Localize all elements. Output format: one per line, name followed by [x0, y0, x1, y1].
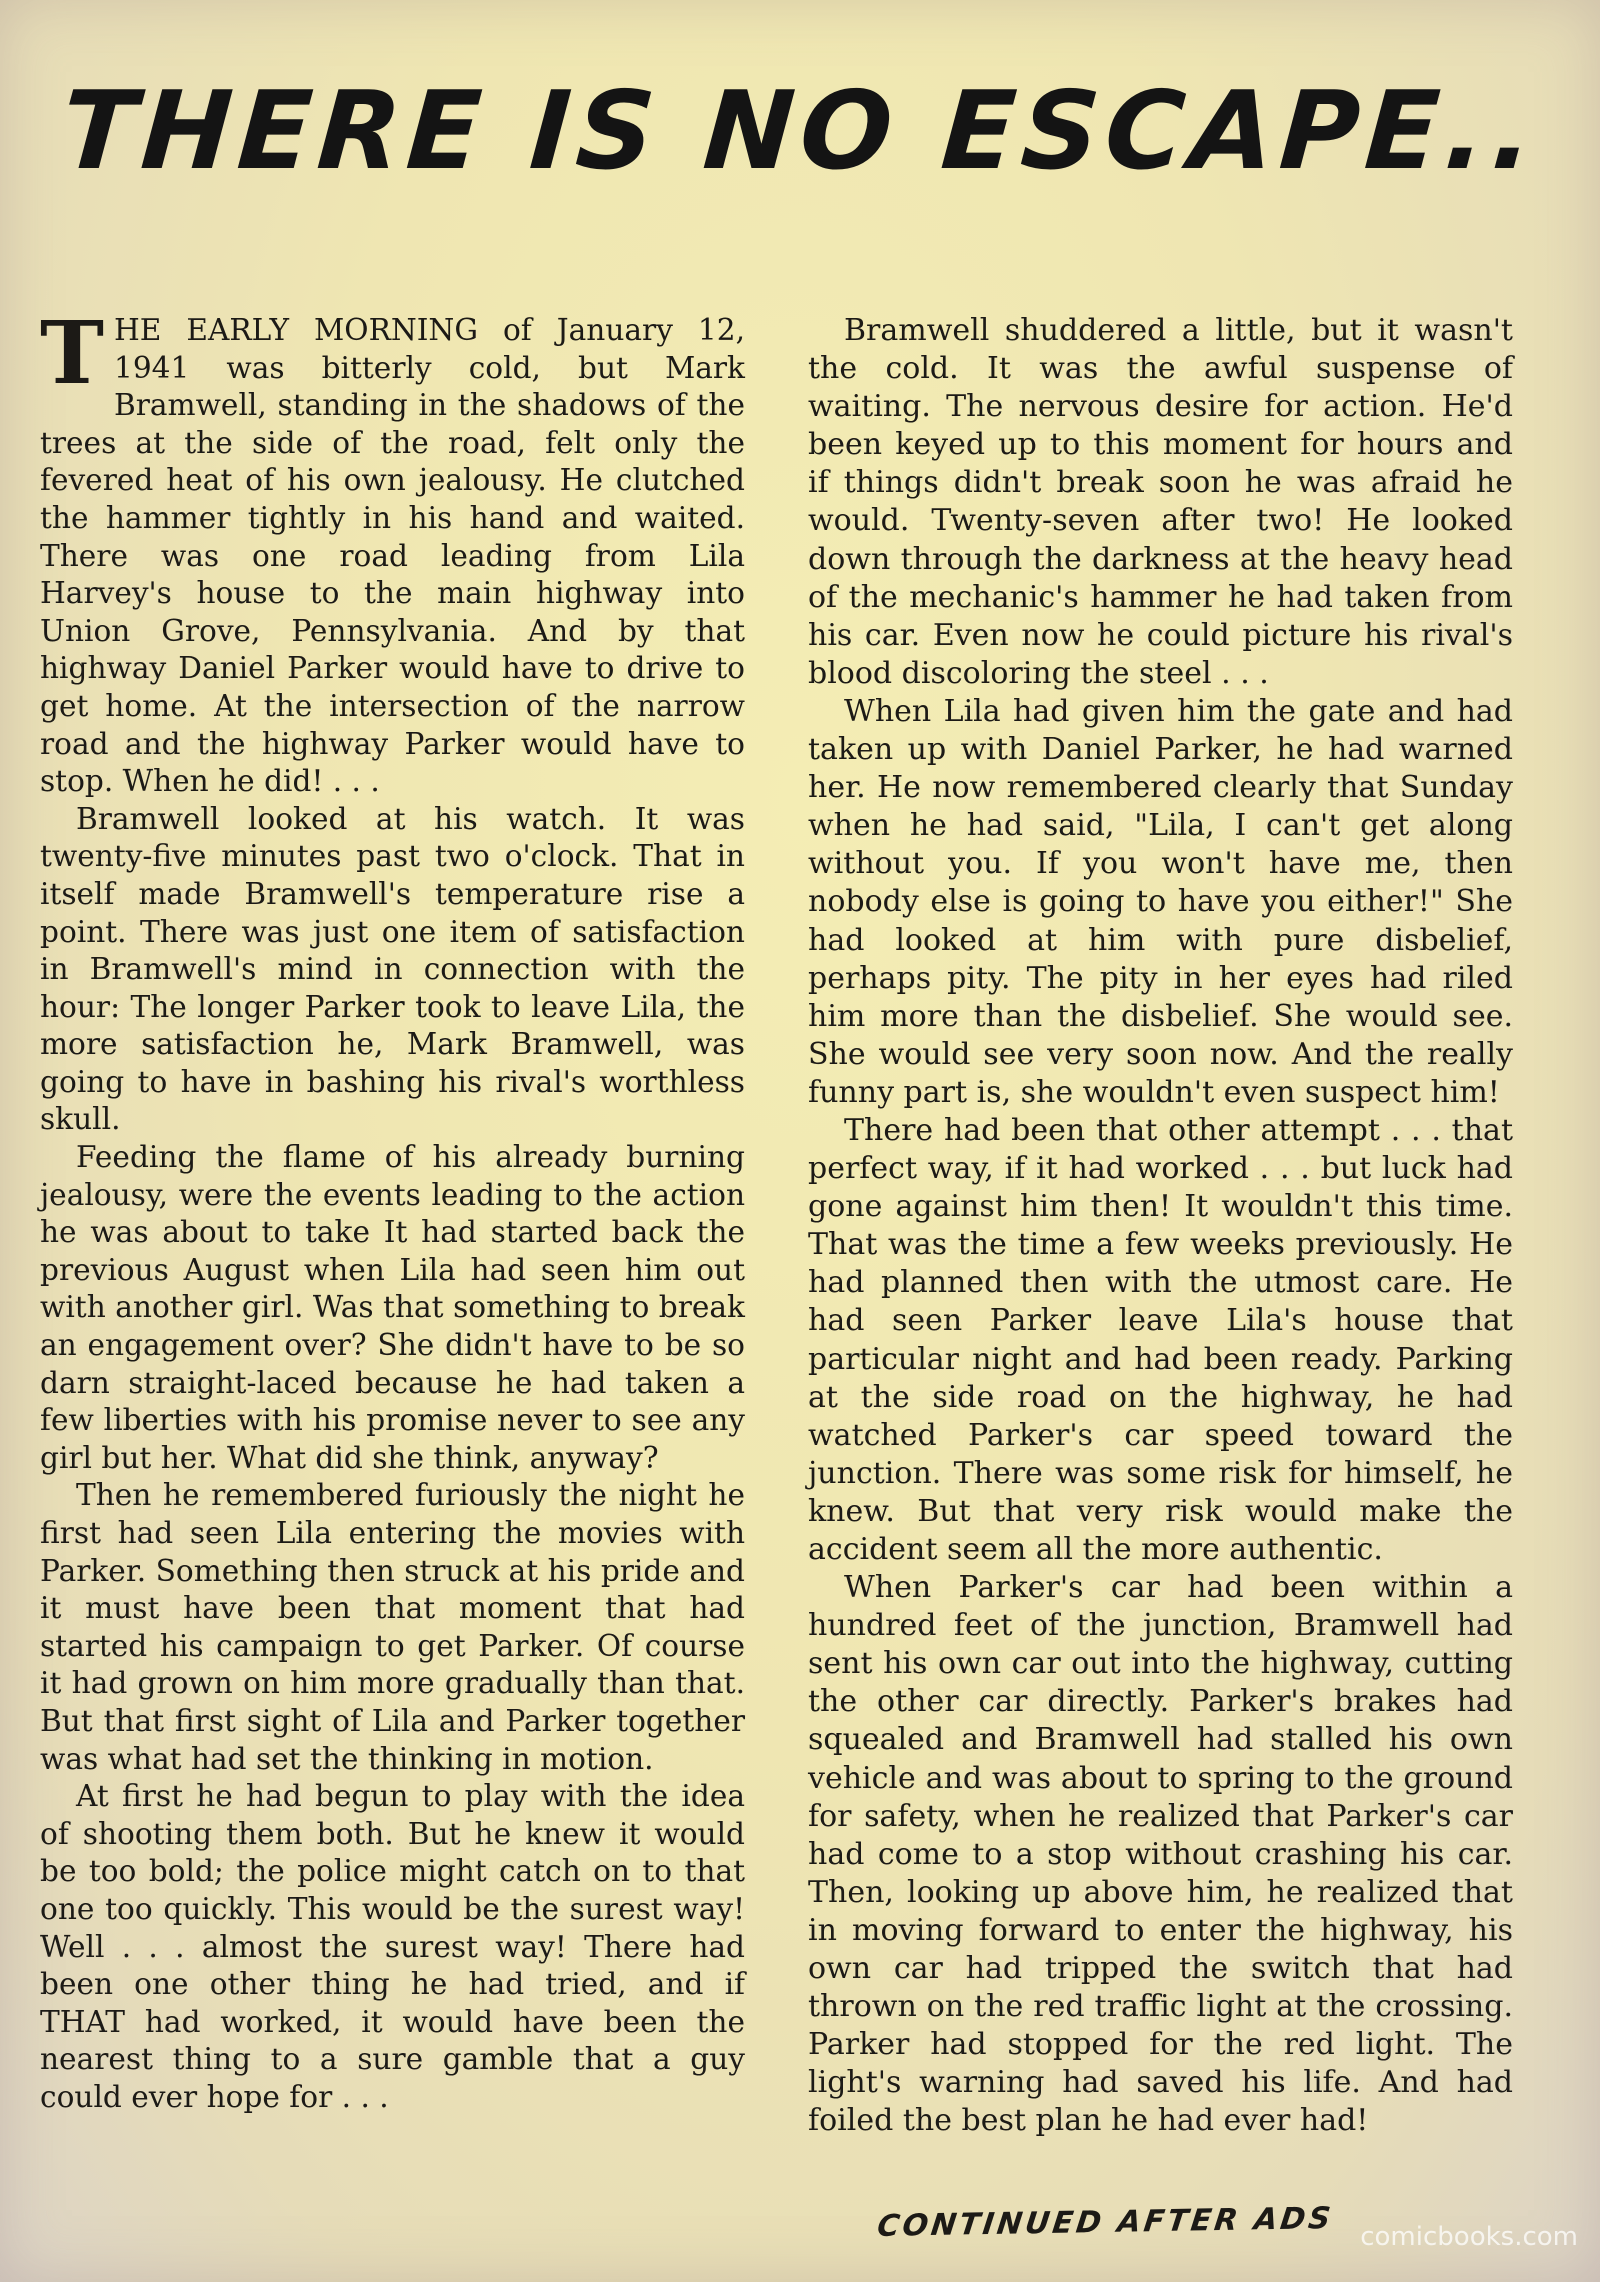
paragraph: At first he had begun to play with the idea of shooting them both. But he knew it would be too bold; the police might catch on to that one too quickly. This would be the surest way! Well . . . almost the surest way! There had been one other thing he had tried, and if THAT had worked, it would have been the nearest thing to a sure gamble that a guy could ever hope for . . . [40, 1779, 745, 2114]
paragraph: There had been that other attempt . . . that perfect way, if it had worked . . . but luck had gone against him then! It wouldn't this time. That was the time a few weeks previously. He had planned then with the utmost care. He had seen Parker leave Lila's house that particular night and had been ready. Parking at the side road on the highway, he had watched Parker's car speed toward the junction. There was some risk for himself, he knew. But that very risk would make the accident seem all the more authentic. [808, 1112, 1513, 1567]
paragraph: Bramwell looked at his watch. It was twenty-five minutes past two o'clock. That in itself made Bramwell's temperature rise a point. There was just one item of satisfaction in Bramwell's mind in connection with the hour: The longer Parker took to leave Lila, the more satisfaction he, Mark Bramwell, was going to have in bashing his rival's worthless skull. [40, 801, 745, 1137]
paragraph: Bramwell shuddered a little, but it wasn't the cold. It was the awful suspense of waiting. The nervous desire for action. He'd been keyed up to this moment for hours and if things didn't break soon he was afraid he would. Twenty-seven after two! He looked down through the darkness at the heavy head of the mechanic's hammer he had taken from his car. Even now he could picture his rival's blood discoloring the steel . . . [808, 313, 1513, 691]
site-watermark: comicbooks.com [1360, 2222, 1578, 2252]
left-column [40, 303, 745, 2117]
paragraph-text: HE EARLY MORNING of January 12, 1941 was bitterly cold, but Mark Bramwell, standing in the shadows of the trees at the side of the road, felt only the fevered heat of his own jealousy. He clutched the hammer tightly in his hand and waited. There was one road leading from Lila Harvey's house to the main highway into Union Grove, Pennsylvania. And by that highway Daniel Parker would have to drive to get home. At the intersection of the narrow road and the highway Parker would have to stop. When he did! . . . [40, 313, 745, 799]
right-column [808, 312, 1513, 2141]
paragraph [40, 303, 745, 801]
story-headline: THERE IS NO ESCAPE.. [57, 69, 1544, 194]
paragraph: When Lila had given him the gate and had taken up with Daniel Parker, he had warned her. He now remembered clearly that Sunday when he had said, "Lila, I can't get along without you. If you won't have me, then nobody else is going to have you either!" She had looked at him with pure disbelief, perhaps pity. The pity in her eyes had riled him more than the disbelief. She would see. She would see very soon now. And the really funny part is, she wouldn't even suspect him! [808, 693, 1513, 1110]
continued-note: CONTINUED AFTER ADS [874, 2201, 1335, 2244]
paragraph: When Parker's car had been within a hundred feet of the junction, Bramwell had sent his own car out into the highway, cutting the other car directly. Parker's brakes had squealed and Bramwell had stalled his own vehicle and was about to spring to the ground for safety, when he realized that Parker's car had come to a stop without crashing his car. Then, looking up above him, he realized that in moving forward to enter the highway, his own car had tripped the switch that had thrown on the red traffic light at the crossing. Parker had stopped for the red light. The light's warning had saved his life. And had foiled the best plan he had ever had! [808, 1570, 1513, 2139]
drop-cap: T [40, 303, 104, 404]
paragraph: Then he remembered furiously the night he first had seen Lila entering the movies with Parker. Something then struck at his pride and it must have been that moment that had started his campaign to get Parker. Of course it had grown on him more gradually than that. But that first sight of Lila and Parker together was what had set the thinking in motion. [40, 1478, 745, 1776]
paragraph: Feeding the flame of his already burning jealousy, were the events leading to the action he was about to take It had started back the previous August when Lila had seen him out with another girl. Was that something to break an engagement over? She didn't have to be so darn straight-laced because he had taken a few liberties with his promise never to see any girl but her. What did she think, anyway? [40, 1140, 745, 1475]
